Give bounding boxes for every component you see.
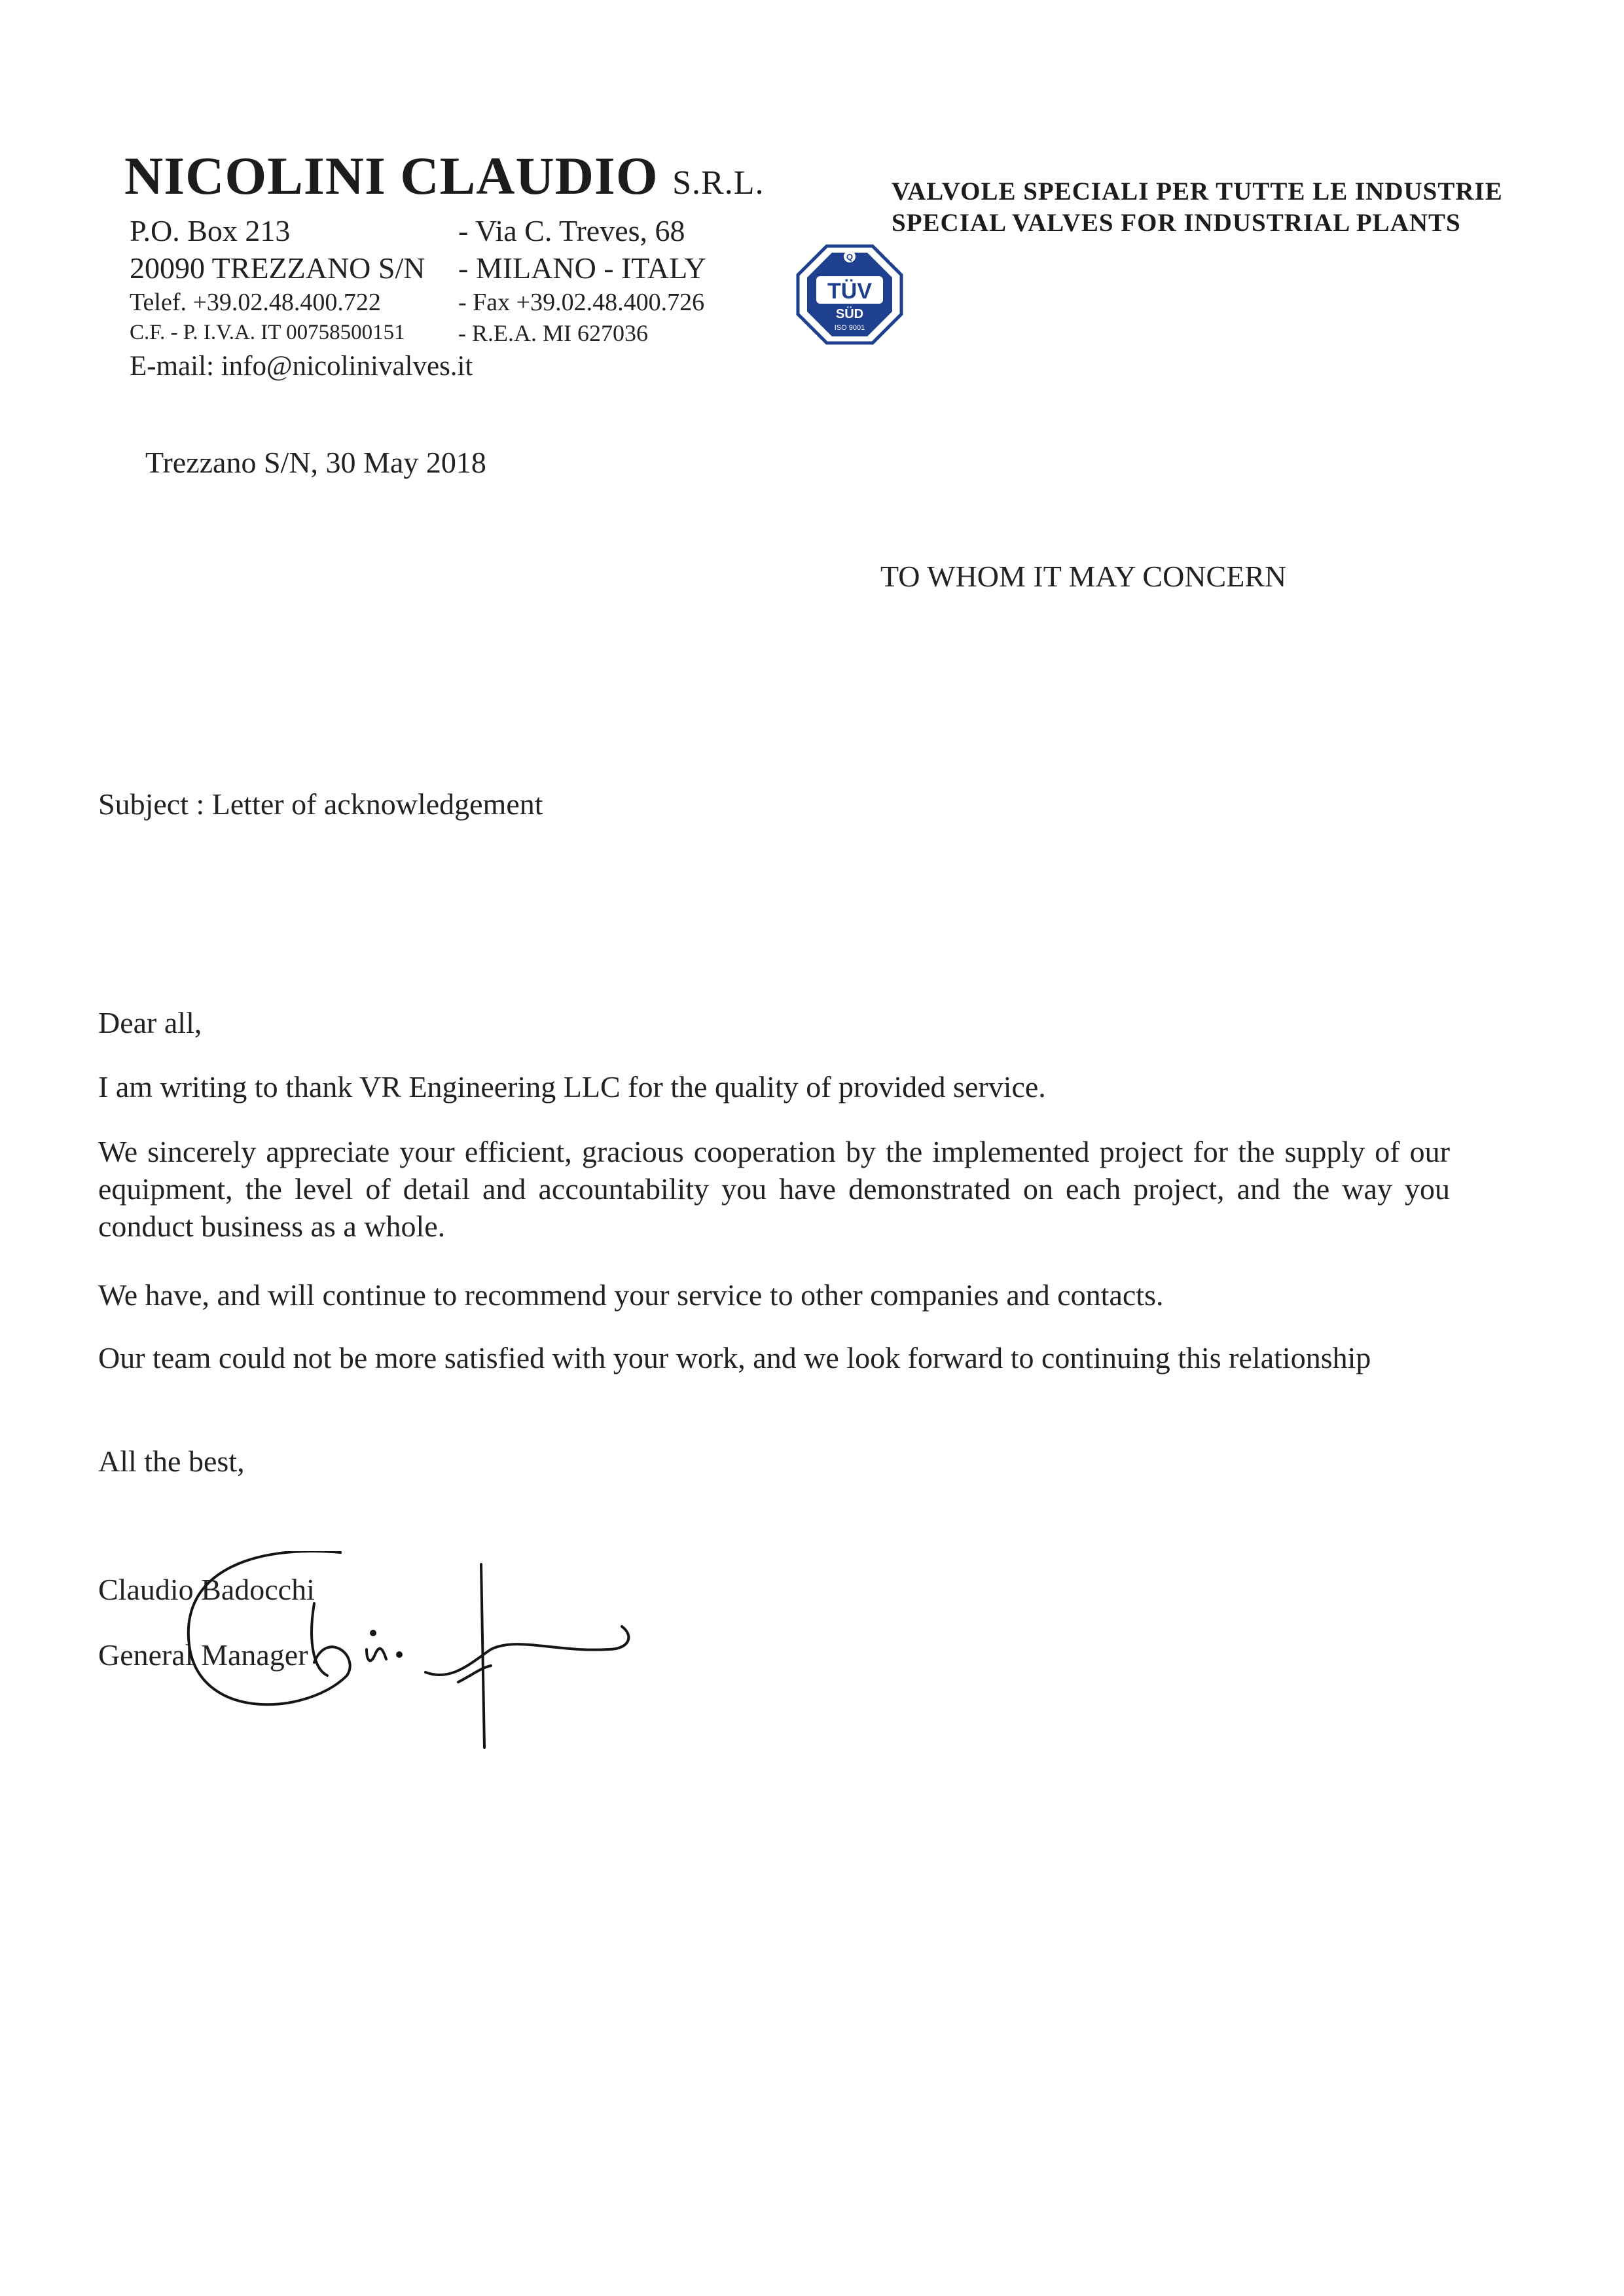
city: 20090 TREZZANO S/N [130,251,425,285]
svg-text:TÜV: TÜV [827,279,872,304]
recipient-line: TO WHOM IT MAY CONCERN [880,560,1287,593]
tagline-english: SPECIAL VALVES FOR INDUSTRIAL PLANTS [892,209,1461,237]
signer-name: Claudio Badocchi [98,1573,315,1606]
email-address: E-mail: info@nicolinivalves.it [130,351,473,382]
svg-text:ISO 9001: ISO 9001 [834,324,865,332]
svg-text:SÜD: SÜD [835,307,864,321]
company-name [124,145,765,207]
region: - MILANO - ITALY [458,251,706,285]
place-and-date: Trezzano S/N, 30 May 2018 [145,446,486,479]
tuv-sud-logo-icon [794,242,905,347]
paragraph-3: We have, and will continue to recommend your service to other companies and contacts. [98,1278,1164,1312]
tax-id: C.F. - P. I.V.A. IT 00758500151 [130,321,405,344]
signer-title: General Manager [98,1638,308,1672]
tagline-italian: VALVOLE SPECIALI PER TUTTE LE INDUSTRIE [892,177,1503,206]
po-box: P.O. Box 213 [130,214,291,247]
paragraph-2: We sincerely appreciate your efficient, gracious cooperation by the implemented project for the supply of our equipment, the level of detail and accountability you have demonstrated on each project, and the way you conduct business as a whole. [98,1135,1450,1243]
company-name-text: NICOLINI CLAUDIO [124,146,659,206]
rea-number: - R.E.A. MI 627036 [458,320,648,346]
svg-text:Q: Q [846,252,854,262]
closing: All the best, [98,1444,245,1478]
subject-line: Subject : Letter of acknowledgement [98,787,543,821]
company-legal-suffix: S.R.L. [672,164,765,202]
handwritten-signature [151,1551,648,1767]
paragraph-4: Our team could not be more satisfied with your work, and we look forward to continuing this relationship [98,1341,1371,1374]
salutation: Dear all, [98,1006,202,1039]
telephone: Telef. +39.02.48.400.722 [130,289,381,316]
fax: - Fax +39.02.48.400.726 [458,289,705,316]
paragraph-1: I am writing to thank VR Engineering LLC for the quality of provided service. [98,1070,1046,1103]
street-address: - Via C. Treves, 68 [458,214,685,247]
